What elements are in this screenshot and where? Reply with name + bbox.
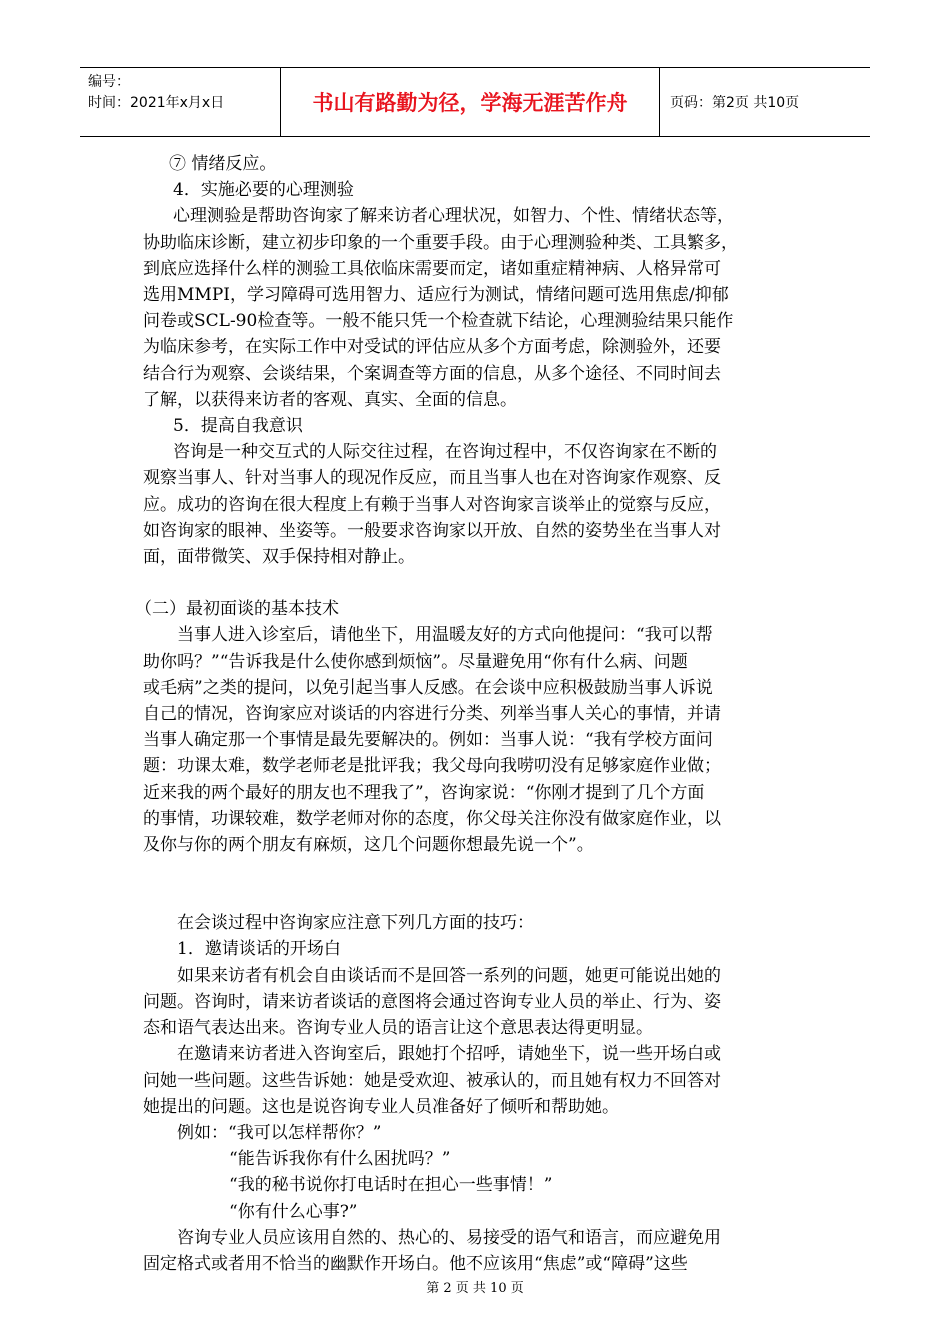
header-motto: 书山有路勤为径，学海无涯苦作舟 (281, 68, 660, 136)
text-line: 了解，以获得来访者的客观、真实、全面的信息。 (143, 389, 517, 410)
text-line: 观察当事人、针对当事人的现况作反应，而且当事人也在对咨询家作观察、反 (143, 468, 721, 489)
paragraph-gap (143, 570, 808, 596)
text-line: 如咨询家的眼神、坐姿等。一般要求咨询家以开放、自然的姿势坐在当事人对 (143, 520, 721, 541)
text-line: 问她一些问题。这些告诉她：她是受欢迎、被承认的，而且她有权力不回答对 (143, 1070, 721, 1091)
text-line: 的事情，功课较难，数学老师对你的态度，你父母关注你没有做家庭作业，以 (143, 808, 721, 829)
text-line: 在会谈过程中咨询家应注意下列几方面的技巧： (177, 913, 534, 934)
text-line: 如果来访者有机会自由谈话而不是回答一系列的问题，她更可能说出她的 (177, 965, 721, 986)
text-line: “能告诉我你有什么困扰吗？” (229, 1149, 451, 1170)
text-line: “你有什么心事?” (229, 1201, 358, 1222)
text-line: 例如：“我可以怎样帮你？” (177, 1122, 382, 1143)
paragraph-gap (143, 858, 808, 910)
text-line: 问题。咨询时，请来访者谈话的意图将会通过咨询专业人员的举止、行为、姿 (143, 991, 721, 1012)
text-line: 在邀请来访者进入咨询室后，跟她打个招呼，请她坐下，说一些开场白或 (177, 1044, 721, 1065)
text-line: 她提出的问题。这也是说咨询专业人员准备好了倾听和帮助她。 (143, 1096, 619, 1117)
header-meta-cell (80, 68, 281, 136)
text-line: 咨询是一种交互式的人际交往过程，在咨询过程中，不仅咨询家在不断的 (173, 442, 717, 463)
text-line: 或毛病”之类的提问，以免引起当事人反感。在会谈中应积极鼓励当事人诉说 (143, 677, 713, 698)
text-line: 心理测验是帮助咨询家了解来访者心理状况，如智力、个性、情绪状态等， (173, 206, 734, 227)
page-footer: 第 2 页 共 10 页 (426, 1281, 524, 1296)
text-line: 为临床参考，在实际工作中对受试的评估应从多个方面考虑，除测验外，还要 (143, 337, 721, 358)
text-line: 近来我的两个最好的朋友也不理我了”，咨询家说：“你刚才提到了几个方面 (143, 782, 705, 803)
text-line: 4．实施必要的心理测验 (173, 180, 354, 201)
text-line: 到底应选择什么样的测验工具依临床需要而定，诸如重症精神病、人格异常可 (143, 258, 721, 279)
text-line: 自己的情况，咨询家应对谈话的内容进行分类、列举当事人关心的事情，并请 (143, 704, 721, 725)
text-line: 协助临床诊断，建立初步印象的一个重要手段。由于心理测验种类、工具繁多， (143, 232, 738, 253)
text-line: 当事人进入诊室后，请他坐下，用温暖友好的方式向他提问：“我可以帮 (177, 625, 713, 646)
text-line: 及你与你的两个朋友有麻烦，这几个问题你想最先说一个”。 (143, 835, 594, 856)
text-line: 态和语气表达出来。咨询专业人员的语言让这个意思表达得更明显。 (143, 1018, 653, 1039)
text-line: 1．邀请谈话的开场白 (177, 939, 341, 960)
text-line: 选用MMPI，学习障碍可选用智力、适应行为测试，情绪问题可选用焦虑/抑郁 (143, 285, 729, 306)
text-line: 面，面带微笑、双手保持相对静止。 (143, 547, 415, 568)
document-body (135, 151, 808, 1277)
number-label: 编号： (88, 74, 130, 90)
text-line: 结合行为观察、会谈结果，个案调查等方面的信息，从多个途径、不同时间去 (143, 363, 721, 384)
text-line: 固定格式或者用不恰当的幽默作开场白。他不应该用“焦虑”或“障碍”这些 (143, 1253, 688, 1274)
text-line: “我的秘书说你打电话时在担心一些事情！” (229, 1175, 553, 1196)
text-line: （二）最初面谈的基本技术 (135, 599, 339, 620)
text-line: 助你吗？”“告诉我是什么使你感到烦恼”。尽量避免用“你有什么病、问题 (143, 651, 688, 672)
text-line: ⑦ 情绪反应。 (169, 154, 277, 174)
text-line: 5．提高自我意识 (173, 416, 303, 437)
text-line: 问卷或SCL-90检查等。一般不能只凭一个检查就下结论，心理测验结果只能作 (143, 311, 734, 332)
text-line: 应。成功的咨询在很大程度上有赖于当事人对咨询家言谈举止的觉察与反应， (143, 494, 721, 515)
text-line: 当事人确定那一个事情是最先要解决的。例如：当事人说：“我有学校方面问 (143, 730, 713, 751)
text-line: 题：功课太难，数学老师老是批评我；我父母向我唠叨没有足够家庭作业做； (143, 756, 721, 777)
header-table (80, 67, 870, 137)
text-line: 咨询专业人员应该用自然的、热心的、易接受的语气和语言，而应避免用 (177, 1227, 721, 1248)
time-label: 时间：2021年x月x日 (88, 95, 225, 111)
header-page-info: 页码：第2页 共10页 (670, 95, 800, 111)
